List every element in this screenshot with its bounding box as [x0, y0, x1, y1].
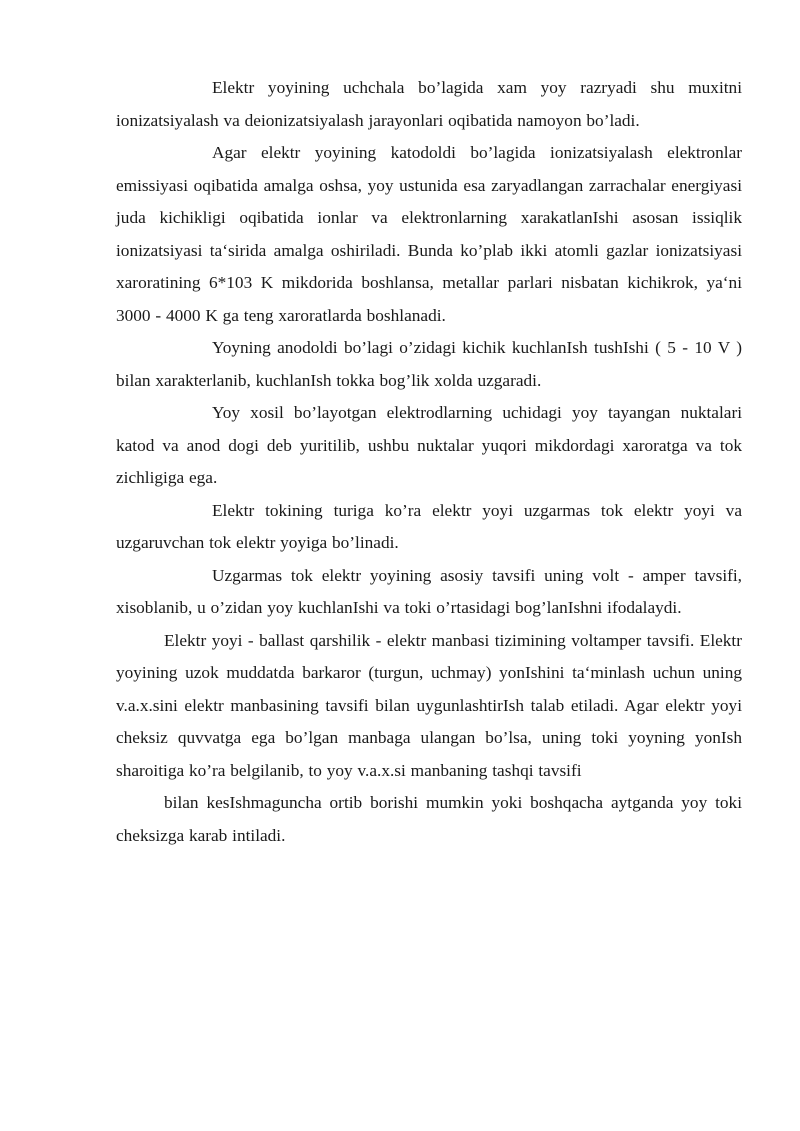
paragraph-3: Yoyning anodoldi bo’lagi o’zidagi kichik kuchlanIsh tushIshi ( 5 - 10 V ) bilan xarakterlanib, kuchlanIsh tokka bog’lik xolda uzgaradi.	[116, 338, 742, 390]
paragraph-2: Agar elektr yoyining katodoldi bo’lagida ionizatsiyalash elektronlar emissiyasi oqibatida amalga oshsa, yoy ustunida esa zaryadlangan zarrachalar energiyasi juda kichikligi oqibatida ionlar va elektronlarning xarakatlanIshi asosan issiqlik ionizatsiyasi ta‘sirida amalga oshiriladi. Bunda ko’plab ikki atomli gazlar ionizatsiyasi xaroratining 6*103 K mikdorida boshlansa, metallar parlari nisbatan kichikrok, ya‘ni 3000 - 4000 K ga teng xaroratlarda boshlanadi.	[116, 143, 742, 325]
paragraph-1: Elektr yoyining uchchala bo’lagida xam yoy razryadi shu muxitni ionizatsiyalash va deionizatsiyalash jarayonlari oqibatida namoyon bo’ladi.	[116, 78, 742, 130]
paragraph-6: Uzgarmas tok elektr yoyining asosiy tavsifi uning volt - amper tavsifi, xisoblanib, u o’zidan yoy kuchlanIshi va toki o’rtasidagi bog’lanIshni ifodalaydi.	[116, 565, 742, 617]
paragraph-7: Elektr yoyi - ballast qarshilik - elektr manbasi tizimining voltamper tavsifi. Elektr yoyining uzok muddatda barkaror (turgun, uchmay) yonIshini ta‘minlash uchun uning v.a.x.sini elektr manbasining tavsifi bilan uygunlashtirIsh talab etiladi. Agar elektr yoyi cheksiz quvvatga ega bo’lgan manbaga ulangan bo’lsa, uning toki yoyning yonIsh sharoitiga ko’ra belgilanib, to yoy v.a.x.si manbaning tashqi tavsifi	[116, 630, 742, 780]
paragraph-8: bilan kesIshmaguncha ortib borishi mumkin yoki boshqacha aytganda yoy toki cheksizga karab intiladi.	[116, 793, 742, 845]
paragraph-4: Yoy xosil bo’layotgan elektrodlarning uchidagi yoy tayangan nuktalari katod va anod dogi deb yuritilib, ushbu nuktalar yuqori mikdordagi xaroratga va tok zichligiga ega.	[116, 403, 742, 487]
paragraph-5: Elektr tokining turiga ko’ra elektr yoyi uzgarmas tok elektr yoyi va uzgaruvchan tok elektr yoyiga bo’linadi.	[116, 500, 742, 552]
document-page	[116, 72, 742, 852]
